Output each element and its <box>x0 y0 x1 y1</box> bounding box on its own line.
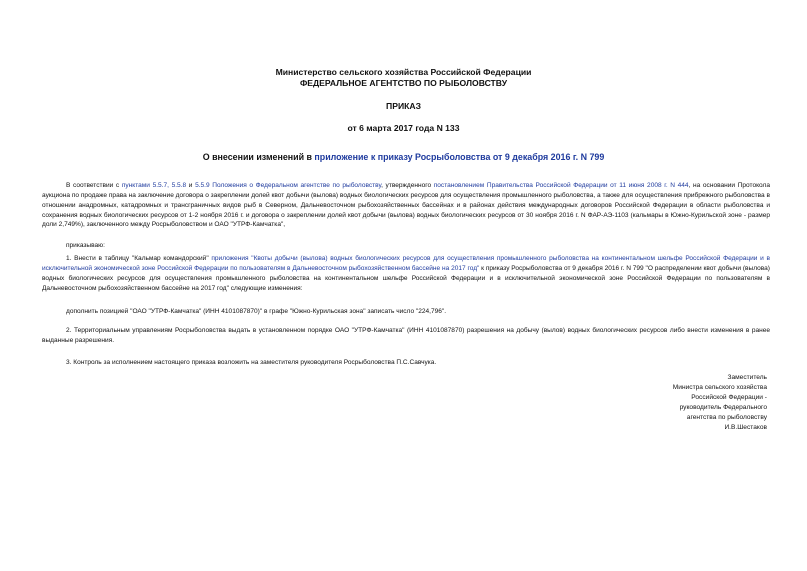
document-type: ПРИКАЗ <box>386 101 421 111</box>
signature-line: руководитель Федерального <box>679 404 767 411</box>
preamble-link-points[interactable]: пунктами 5.5.7, 5.5.8 <box>121 182 187 189</box>
ministry-name: Министерство сельского хозяйства Российской Федерации <box>275 67 532 77</box>
preamble-text: , на основании Протокола аукциона по продаже права на заключение договора о закреплении долей квот добычи (вылова) водных биологических ресурсов для осуществления промышленного рыболовства, а также для осуществления прибрежного рыболовства в отношении анадромных, катадромных и трансграничных видов рыб в Северном, Дальневосточном рыбохозяйственных бассейнах и в районах действия международных договоров Российской Федерации в области рыболовства и сохранения водных биологических ресурсов от 1-2 ноября 2016 г. и договора о закреплении долей квот добычи (вылова) водных биологических ресурсов от 30 ноября 2016 г. N ФАР-АЭ-1103 (кальмары в Южно-Курильской зоне - размер доли 2,749%), заключенного между Росрыболовством и ОАО "УТРФ-Камчатка", <box>42 182 770 229</box>
order-word: приказываю: <box>66 242 105 249</box>
preamble-link-regulation[interactable]: 5.5.9 Положения о Федеральном агентстве по рыболовству <box>195 182 382 189</box>
title-prefix: О внесении изменений в <box>202 152 315 162</box>
item-2-paragraph: 2. Территориальным управлениям Росрыболовства выдать в установленном порядке ОАО "УТРФ-Камчатка" (ИНН 4101087870) разрешения на добычу (вылов) водных биологических ресурсов либо внести изменения в ранее выданные разрешения. <box>42 327 770 344</box>
preamble-text: , утвержденного <box>381 182 434 189</box>
item-1-subitem: дополнить позицией "ОАО "УТРФ-Камчатка" (ИНН 4101087870)" в графе "Южно-Курильская зона" записать число "224,796". <box>66 308 447 315</box>
preamble-paragraph <box>42 181 770 230</box>
preamble-text: и <box>186 182 196 189</box>
preamble-link-resolution[interactable]: постановлением Правительства Российской Федерации от 11 июня 2008 г. N 444 <box>433 182 689 189</box>
document-title <box>0 152 807 162</box>
item-1-text: 1. Внести в таблицу "Кальмар командорский" <box>66 255 212 262</box>
agency-name: ФЕДЕРАЛЬНОЕ АГЕНТСТВО ПО РЫБОЛОВСТВУ <box>299 78 508 88</box>
signature-line: Министра сельского хозяйства <box>672 384 767 391</box>
signature-line: Российской Федерации - <box>691 394 767 401</box>
item-3-paragraph: 3. Контроль за исполнением настоящего приказа возложить на заместителя руководителя Росрыболовства П.С.Савчука. <box>66 359 437 366</box>
item-1-text: к приказу Росрыболовства от 9 декабря 2016 г. N 799 "О распределении квот добычи (вылова) водных биологических ресурсов для осуществления промышленного рыболовства на континентальном шельфе Российской Федерации и в исключительной экономической зоне Российской Федерации по пользователям в Дальневосточном рыбохозяйственном бассейне на 2017 год" следующие изменения: <box>42 264 770 292</box>
signature-line: Заместитель <box>727 374 767 381</box>
item-1-link-appendix[interactable]: приложения "Квоты добычи (вылова) водных биологических ресурсов для осуществления промышленного рыболовства на континентальном шельфе Российской Федерации и в исключительной экономической зоне Российской Федерации по пользователям в Дальневосточном рыбохозяйственном бассейне на 2017 год" <box>42 255 771 272</box>
document-date-number: от 6 марта 2017 года N 133 <box>347 123 460 133</box>
signer-name: И.В.Шестаков <box>724 424 767 431</box>
item-1-paragraph <box>42 254 770 293</box>
preamble-text: В соответствии с <box>66 182 122 189</box>
title-link[interactable]: приложение к приказу Росрыболовства от 9 декабря 2016 г. N 799 <box>314 152 605 162</box>
signature-line: агентства по рыболовству <box>686 414 767 421</box>
